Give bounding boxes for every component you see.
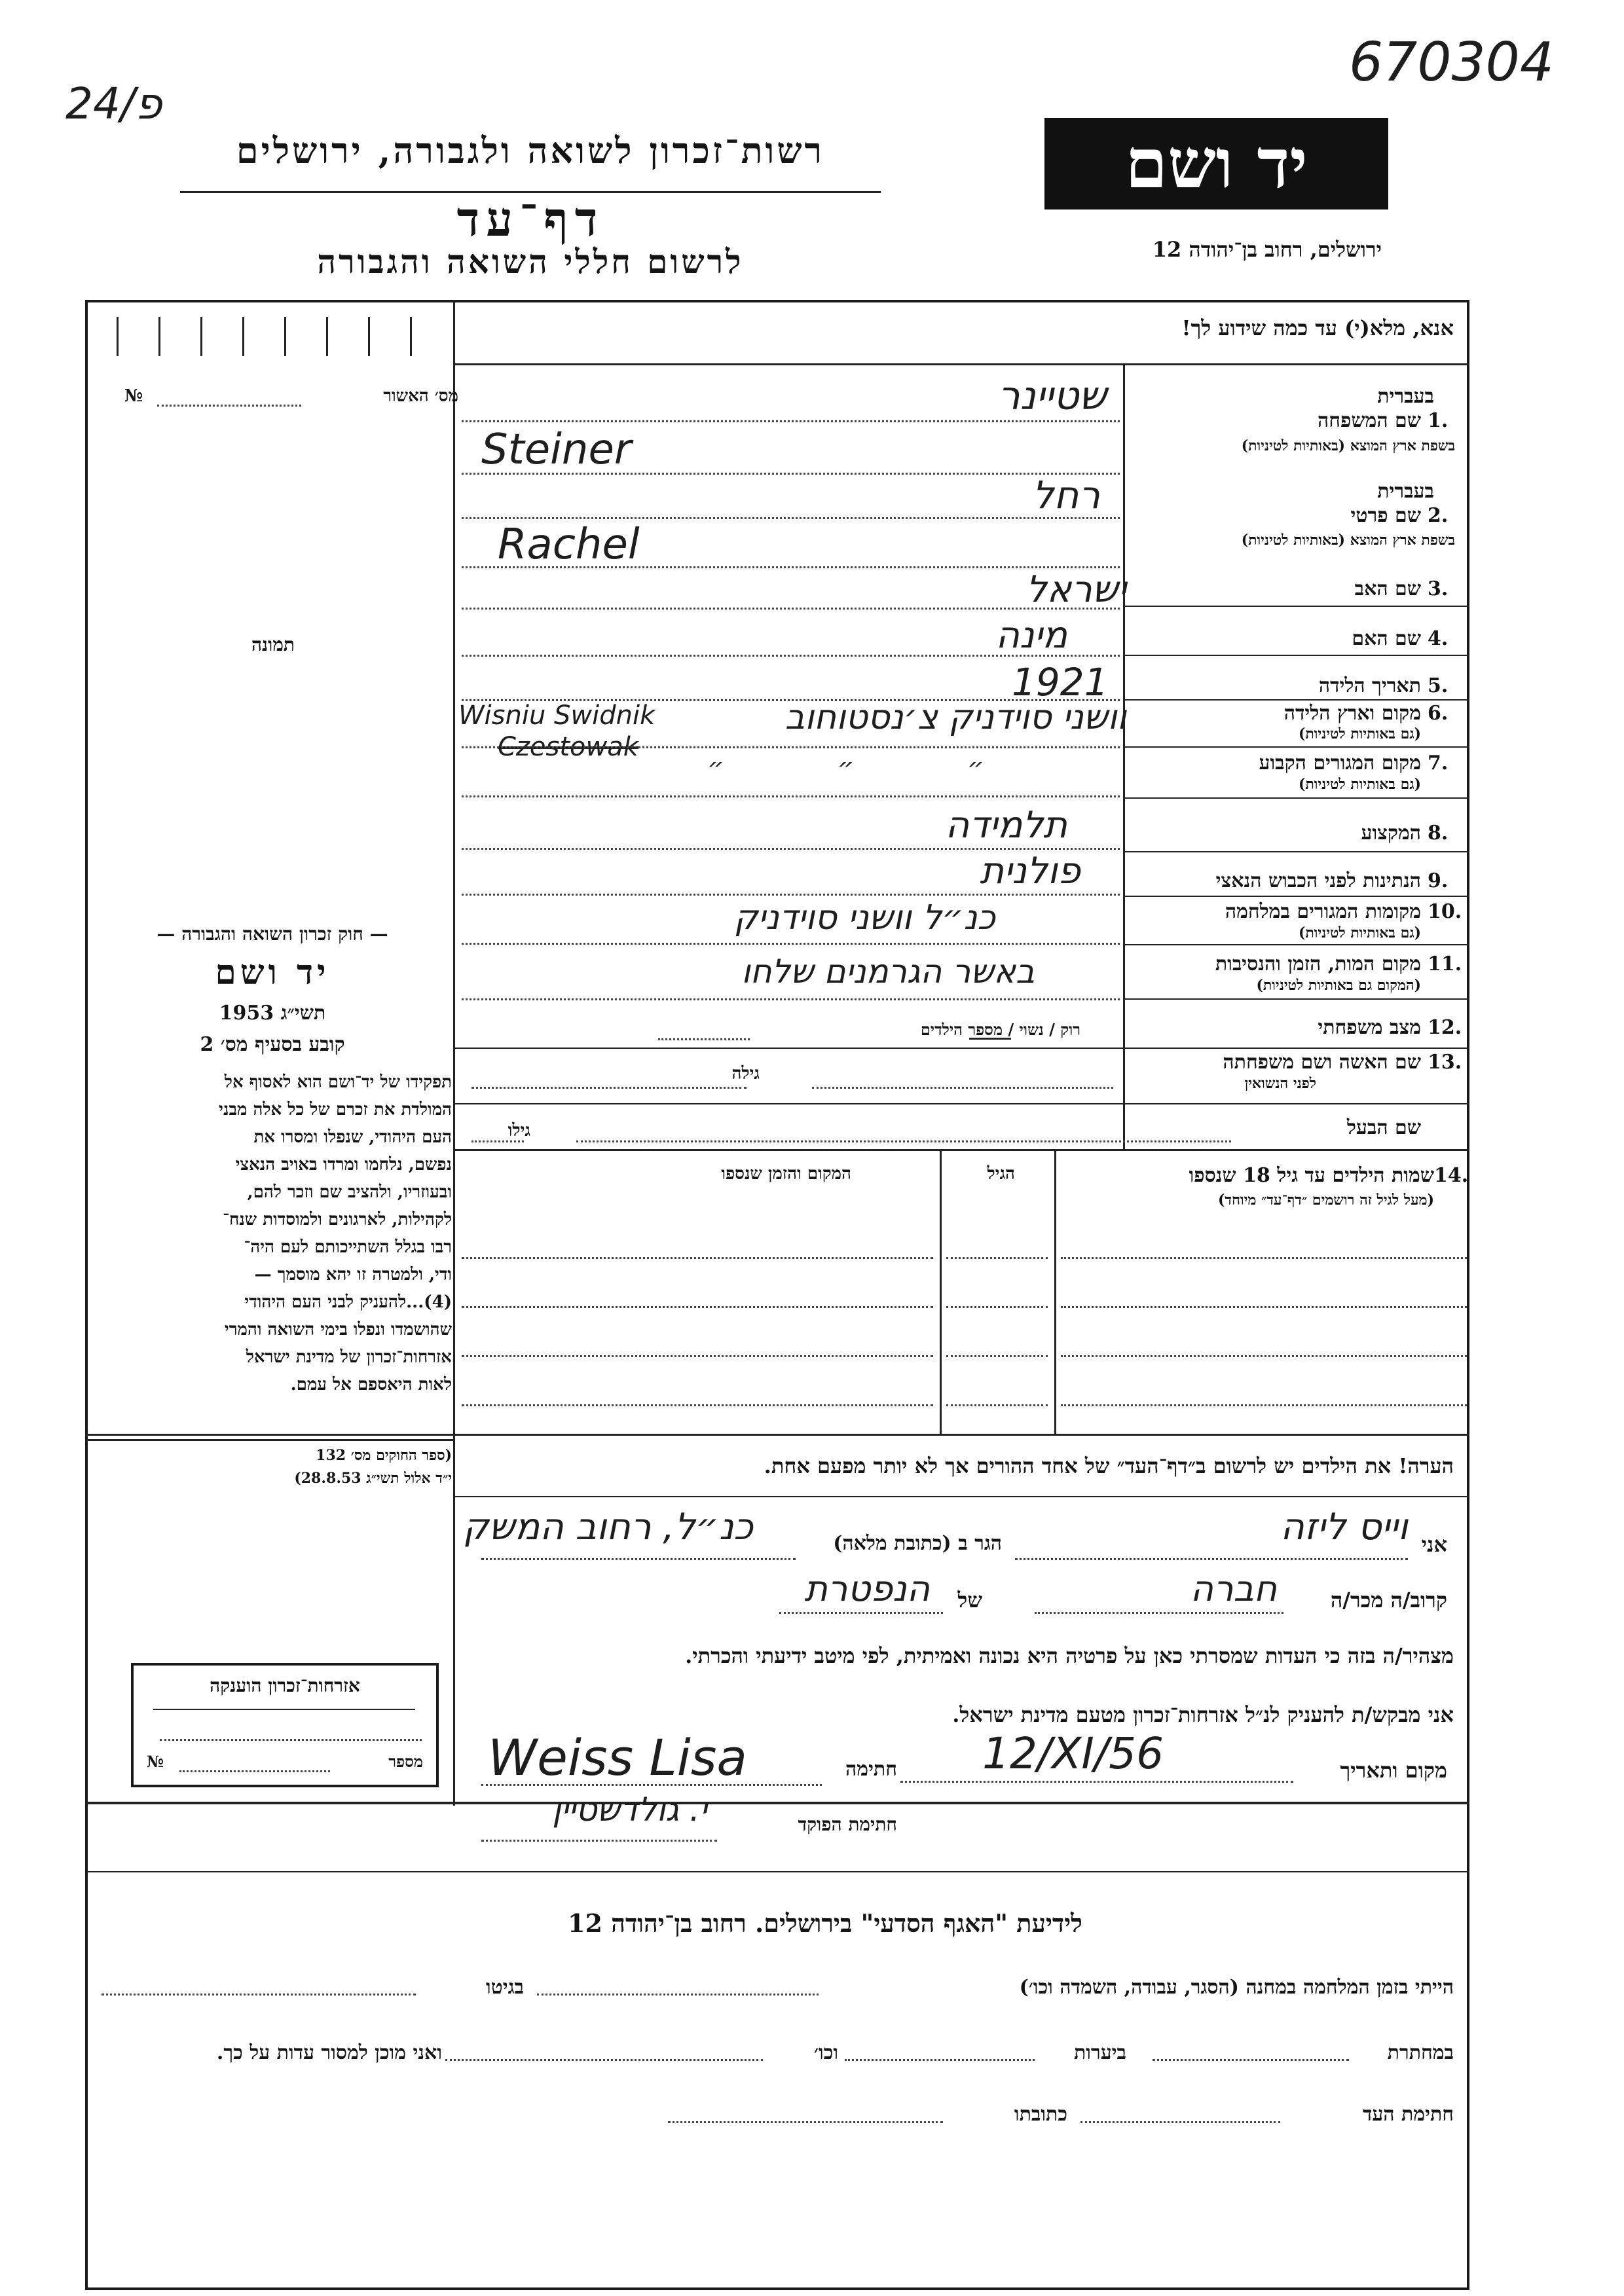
row-10-sublabel: (גם באותיות לטיניות): [1298, 924, 1421, 941]
birth-place-hebrew: וושני סוידניק צ׳נסטוחוב: [784, 698, 1126, 737]
husband-age-label: גילו: [507, 1121, 530, 1140]
birth-place-latin: Wisniu Swidnik: [458, 701, 655, 731]
declaration-statement: מצהיר/ה בזה כי העדות שמסרתי כאן על פרטיה היא נכונה ואמיתית, לפי מיטב ידיעתי והכרתי.: [685, 1643, 1454, 1668]
first-name-hebrew: רחל: [1032, 473, 1100, 517]
citizenship-number-sign: №: [147, 1752, 164, 1771]
marital-status-selection: [969, 1038, 1011, 1040]
footer-witness-signature: חתימת העד: [1362, 2103, 1454, 2126]
declarant-signature: Weiss Lisa: [488, 1728, 747, 1787]
row-11-label: מקום המות, הזמן והנסיבות: [1215, 953, 1421, 975]
row-13-sublabel: לפני הנשואין: [1244, 1075, 1316, 1092]
row-13-label: שם האשה ושם משפחתה: [1223, 1051, 1421, 1074]
handwritten-file-number: 670304: [1349, 31, 1555, 94]
row-8-label: המקצוע: [1361, 822, 1421, 845]
row-1-number: 1.: [1428, 409, 1449, 432]
citizenship-box: [131, 1663, 439, 1787]
row-12-number: 12.: [1428, 1016, 1462, 1039]
declarant-label: אני: [1421, 1532, 1447, 1557]
row-9-label: הנתינות לפני הכבוש הנאצי: [1215, 869, 1421, 892]
law-title: — חוק זכרון השואה והגבורה —: [157, 923, 388, 945]
row-7-label: מקום המגורים הקבוע: [1259, 752, 1421, 774]
row-2-hebrew-label: בעברית: [1377, 480, 1434, 503]
row-1-sublabel: בשפת ארץ המוצא (באותיות לטיניות): [1241, 437, 1455, 454]
declarant-address: כנ״ל, רחוב המשק: [462, 1506, 753, 1548]
footer-underground: במחתרת: [1387, 2041, 1454, 2064]
law-line: תפקידו של יד־ושם הוא לאסוף אל: [224, 1072, 452, 1092]
signature-label: חתימה: [845, 1758, 897, 1781]
row-10-number: 10.: [1428, 900, 1462, 923]
row-7-sublabel: (גם באותיות לטיניות): [1298, 776, 1421, 793]
footer-ready: ואני מוכן למסור עדות על כך.: [216, 2041, 442, 2064]
row-8-number: 8.: [1428, 822, 1449, 845]
wife-age-label: גילה: [731, 1064, 760, 1084]
family-name-hebrew: שטיינר: [997, 373, 1107, 419]
birth-date: 1921: [1012, 660, 1109, 704]
row-11-number: 11.: [1428, 953, 1462, 975]
row-3-label: שם האב: [1354, 577, 1421, 600]
row-10-label: מקומות המגורים במלחמה: [1225, 900, 1421, 923]
declarant-name: וייס ליזה: [1280, 1506, 1408, 1548]
residence-ditto: ״ ״ ״: [707, 753, 1037, 783]
declaration-date: 12/XI/56: [982, 1728, 1164, 1779]
row-3-number: 3.: [1428, 577, 1449, 600]
row-9-number: 9.: [1428, 869, 1449, 892]
institution-address: ירושלים, רחוב בן־יהודה 12: [1152, 237, 1382, 262]
yad-vashem-logo: [1044, 118, 1388, 210]
birth-place-latin-struck: Czestowak: [498, 732, 638, 762]
row-14-label: שמות הילדים עד גיל 18 שנספו: [1189, 1164, 1434, 1187]
profession: תלמידה: [945, 804, 1067, 847]
law-line: המולדת את זכרם של כל אלה מבני: [219, 1100, 452, 1120]
row-6-sublabel: (גם באותיות לטיניות): [1298, 725, 1421, 742]
row-13-number: 13.: [1428, 1051, 1462, 1074]
law-year: תשי״ג 1953: [219, 1002, 326, 1025]
footer-camp-line: הייתי בזמן המלחמה במחנה (הסגר, עבודה, השמדה וכו׳): [1019, 1976, 1454, 1999]
row-2-sublabel: בשפת ארץ המוצא (באותיות לטיניות): [1241, 532, 1455, 549]
law-line: ובעוזריו, ולהציב שם וזכר להם,: [247, 1182, 452, 1202]
marital-status-options: רוק / נשוי / מספר הילדים: [920, 1020, 1080, 1039]
law-clause: קובע בסעיף מס׳ 2: [200, 1033, 345, 1056]
law-line: שהושמדו ונפלו בימי השואה והמרי: [224, 1320, 452, 1339]
row-7-number: 7.: [1428, 752, 1449, 774]
row-11-sublabel: (המקום גם באותיות לטיניות): [1256, 977, 1421, 994]
row-2-label: שם פרטי: [1350, 504, 1421, 527]
children-note: הערה! את הילדים יש לרשום ב״דף־העד״ של אחד ההורים אך לא יותר מפעם אחת.: [764, 1453, 1454, 1478]
footer-title: לידיעת "האגף הסדעי" בירושלים. רחוב בן־יהודה 12: [568, 1908, 1082, 1938]
relation-label: קרוב/ה מכר/ה: [1330, 1588, 1447, 1613]
death-circumstances: באשר הגרמנים שלחו: [741, 953, 1035, 991]
place-date-label: מקום ותאריך: [1340, 1758, 1447, 1783]
citizenship-request: אני מבקש/ת להעניק לנ״ל אזרחות־זכרון מטעם מדינת ישראל.: [952, 1702, 1454, 1727]
first-name-latin: Rachel: [498, 520, 640, 569]
photo-label: תמונה: [251, 634, 295, 655]
row-4-number: 4.: [1428, 627, 1449, 650]
logo-text: יד ושם: [1125, 123, 1308, 204]
confirmation-number-sign: №: [124, 386, 143, 406]
law-logo: יד ושם: [215, 953, 330, 993]
row-5-label: תאריך הלידה: [1318, 674, 1421, 697]
wartime-residence: כנ״ל וושני סוידניק: [733, 898, 995, 938]
of-label: של: [957, 1588, 982, 1613]
row-6-label: מקום וארץ הלידה: [1283, 702, 1421, 725]
law-reference-1: (ספר החוקים מס׳ 132: [316, 1447, 452, 1464]
of-value: הנפטרת: [804, 1568, 930, 1609]
officer-signature-label: חתימת הפוקד: [798, 1813, 897, 1835]
confirmation-ticks: [92, 317, 449, 356]
law-line: נפשם, נלחמו ומרדו באויב הנאצי: [235, 1155, 452, 1175]
nationality: פולנית: [980, 850, 1080, 892]
law-line: לאות היאספם אל עמם.: [290, 1375, 452, 1394]
row-12-label: מצב משפחתי: [1318, 1016, 1421, 1039]
doc-title: דף־עד: [456, 191, 604, 247]
row-14-sublabel: (מעל לגיל זה רושמים ״דף־עד״ מיוחד): [1217, 1192, 1434, 1209]
row-1-hebrew-label: בעברית: [1377, 385, 1434, 408]
footer-forests: ביערות: [1073, 2041, 1126, 2064]
law-line: (4)...להעניק לבני העם היהודי: [244, 1292, 452, 1312]
address-label: הגר ב (כתובת מלאה): [833, 1532, 1002, 1555]
citizenship-box-title: אזרחות־זכרון הוענקה: [210, 1675, 360, 1696]
officer-signature: י. גולדשטיין: [552, 1791, 707, 1829]
confirmation-number-label: מס׳ האשור: [383, 386, 458, 406]
citizenship-number-label: מספר: [388, 1752, 423, 1771]
law-line: ודי, ולמטרה זו יהא מוסמך —: [254, 1265, 452, 1285]
row-14-number: 14.: [1434, 1164, 1469, 1187]
children-place-header: המקום והזמן שנספו: [721, 1164, 851, 1184]
relation-value: חברה: [1190, 1568, 1277, 1609]
father-name: ישראל: [1025, 568, 1126, 611]
law-line: העם היהודי, שנפלו ומסרו את: [253, 1127, 452, 1147]
law-reference-2: י״ד אלול תשי״ג 28.8.53): [294, 1470, 452, 1487]
children-age-header: הגיל: [987, 1164, 1015, 1184]
law-line: אזרחות־זכרון של מדינת ישראל: [246, 1347, 452, 1367]
handwritten-page-mark: 24/פ: [65, 79, 162, 129]
row-4-label: שם האם: [1352, 627, 1421, 650]
law-line: לקהילות, לארגונים ולמוסדות שנח־: [223, 1210, 452, 1230]
row-6-number: 6.: [1428, 702, 1449, 725]
authority-name: רשות־זכרון לשואה ולגבורה, ירושלים: [236, 130, 825, 172]
family-name-latin: Steiner: [481, 426, 632, 474]
law-line: רבו בגלל השתייכותם לעם היה־: [244, 1237, 452, 1257]
footer-etc: וכו׳: [814, 2041, 838, 2064]
form-intro: אנא, מלא(י) עד כמה שידוע לך!: [1181, 316, 1454, 340]
doc-subtitle: לרשום חללי השואה והגבורה: [317, 242, 744, 281]
row-2-number: 2.: [1428, 504, 1449, 527]
mother-name: מינה: [995, 614, 1067, 657]
footer-ghetto: בגיטו: [485, 1976, 524, 1999]
footer-address: כתובתו: [1014, 2103, 1067, 2126]
row-5-number: 5.: [1428, 674, 1449, 697]
husband-label: שם הבעל: [1346, 1116, 1421, 1139]
row-1-label: שם המשפחה: [1317, 409, 1421, 432]
